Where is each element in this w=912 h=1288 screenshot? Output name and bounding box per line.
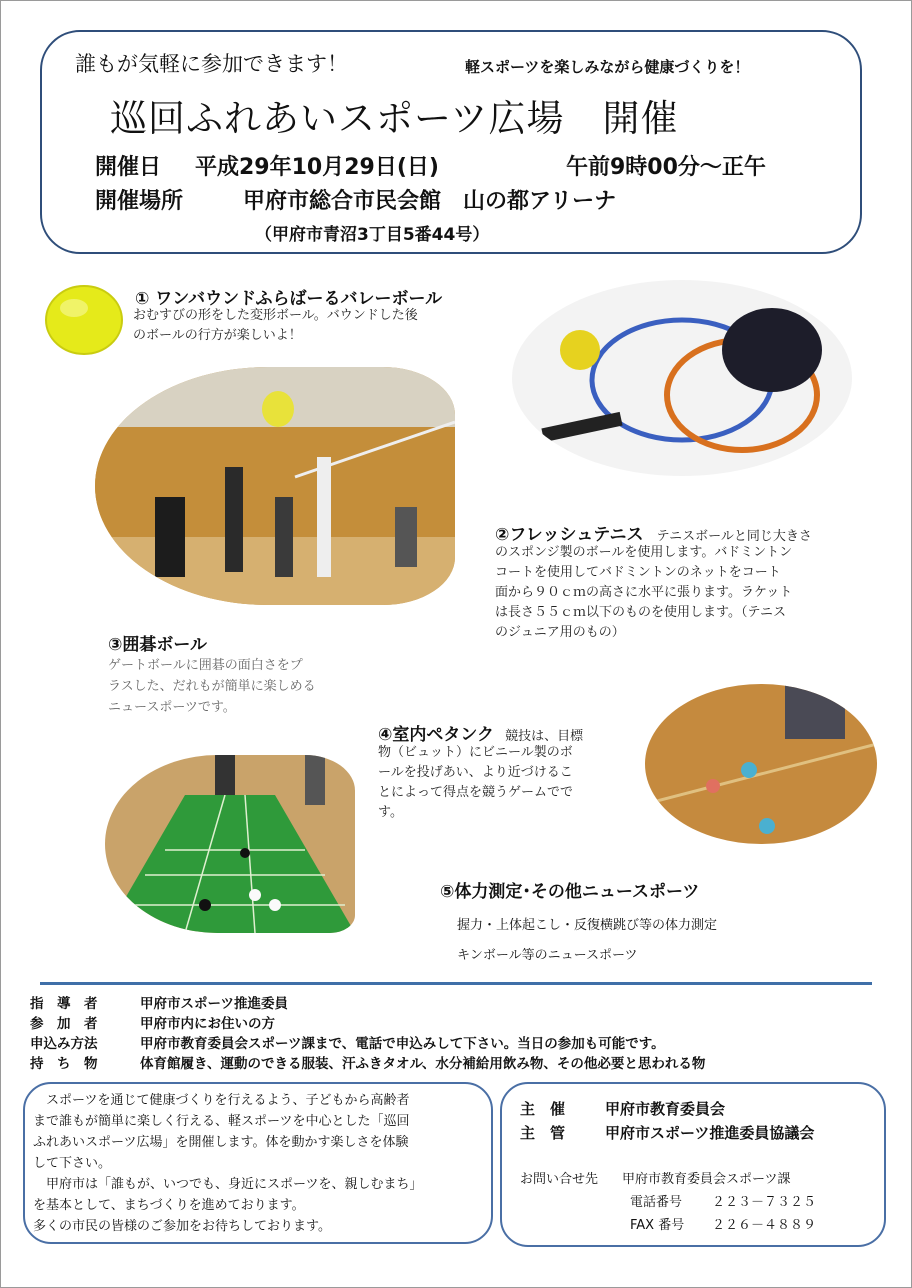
sport-2-desc-line: コートを使用してバドミントンのネットをコート [495,565,781,580]
info-label: 申込み方法 [30,1036,98,1052]
info-value: 甲府市スポーツ推進委員 [140,996,288,1012]
venue-label: 開催場所 [95,189,184,214]
message-line: を基本として、まちづくりを進めております。 [33,1198,305,1213]
date-value: 平成29年10月29日(日) [195,155,439,180]
info-row-belongings [30,1052,705,1072]
message-line: 甲府市は「誰もが、いつでも、身近にスポーツを、親しむまち」 [33,1177,423,1192]
sport-3-title: ③囲碁ボール [108,635,208,655]
sport-4-desc-first: 競技は、目標 [505,729,584,744]
sport-4-desc-line: す。 [378,805,403,820]
tagline-left: 誰もが気軽に参加できます！ [75,52,348,76]
address: （甲府市青沼3丁目5番44号） [255,225,490,245]
sport-4-desc [378,743,573,823]
date-label: 開催日 [95,155,162,180]
flabal-ball-image [38,278,128,360]
info-label: 持 ち 物 [30,1056,98,1072]
sport-4-desc-line: 物（ビュット）にビニール製のボ [378,745,573,760]
fax-value: ２２６－４８８９ [712,1218,817,1233]
info-value: 体育館履き、運動のできる服装、汗ふきタオル、水分補給用飲み物、その他必要と思われる物 [140,1056,706,1072]
phone-value: ２２３－７３２５ [712,1195,817,1210]
info-row-application [30,1032,665,1052]
sport-3-desc-line: ゲートボールに囲碁の面白さをプ [108,658,303,673]
sport-5-desc-line-2: キンボール等のニュースポーツ [457,948,638,963]
sport-2-desc-line: は長さ５５ｃｍ以下のものを使用します。（テニス [495,605,786,620]
petanque-photo [645,684,877,844]
phone-label: 電話番号 [630,1195,683,1210]
sport-2-desc-line: 面から９０ｃｍの高さに水平に張ります。ラケット [495,585,793,600]
time-value: 午前9時00分～正午 [566,155,766,180]
info-label: 指 導 者 [30,996,98,1012]
contact-value: 甲府市教育委員会スポーツ課 [622,1172,791,1187]
venue-value: 甲府市総合市民会館 山の都アリーナ [243,189,617,214]
sport-1-desc-line: おむすびの形をした変形ボール。バウンドした後 [133,308,418,323]
info-row-participants [30,1012,275,1032]
tennis-photo [512,280,852,476]
sport-3-desc-line: ラスした、だれもが簡単に楽しめる [108,679,316,694]
sport-1-desc-line: のボールの行方が楽しいよ！ [133,328,302,343]
host-value: 甲府市教育委員会 [605,1100,726,1118]
sport-4-desc-line: とによって得点を競うゲームでで [378,785,574,800]
sport-5-desc-line-1: 握力・上体起こし・反復横跳び等の体力測定 [457,918,718,933]
info-value: 甲府市内にお住いの方 [140,1016,275,1032]
sport-2-title: ②フレッシュテニス [495,525,644,545]
goball-photo [105,755,355,933]
sport-3-desc [108,655,316,718]
message-line: 多くの市民の皆様のご参加をお待ちしております。 [33,1219,331,1234]
page-title: 巡回ふれあいスポーツ広場 開催 [110,97,679,140]
tagline-right: 軽スポーツを楽しみながら健康づくりを！ [465,58,750,76]
message-text [33,1090,422,1237]
message-line: まで誰もが簡単に楽しく行える、軽スポーツを中心とした「巡回 [33,1114,410,1129]
sport-1-title: ① ワンバウンドふらばーるバレーボール [135,289,443,309]
sport-2-desc-line: のジュニア用のもの） [495,625,625,640]
message-line: ふれあいスポーツ広場」を開催します。体を動かす楽しさを体験 [33,1135,409,1150]
info-value: 甲府市教育委員会スポーツ課まで、電話で申込みして下さい。当日の参加も可能です。 [140,1036,665,1052]
fax-label: FAX 番号 [630,1218,685,1233]
manager-value: 甲府市スポーツ推進委員協議会 [605,1124,815,1142]
sport-3-desc-line: ニュースポーツです。 [108,700,236,715]
sport-2-desc [495,543,792,643]
volleyball-photo [95,367,455,605]
message-line: スポーツを通じて健康づくりを行えるよう、子どもから高齢者 [33,1093,410,1108]
sport-2-desc-first: テニスボールと同じ大きさ [656,529,812,544]
message-line: して下さい。 [33,1156,112,1171]
contact-label: お問い合せ先 [520,1172,599,1187]
section-divider [40,982,872,985]
sport-5-title: ⑤体力測定･その他ニュースポーツ [440,882,700,902]
sport-2-desc-line: のスポンジ製のボールを使用します。バドミントン [495,545,793,560]
info-label: 参 加 者 [30,1016,98,1032]
sport-1-desc [133,306,418,346]
info-row-instructor [30,992,288,1012]
sport-4-title: ④室内ペタンク [378,725,495,745]
host-label: 主 催 [520,1100,566,1118]
manager-label: 主 管 [520,1124,566,1142]
sport-4-desc-line: ールを投げあい、より近づけるこ [378,765,573,780]
